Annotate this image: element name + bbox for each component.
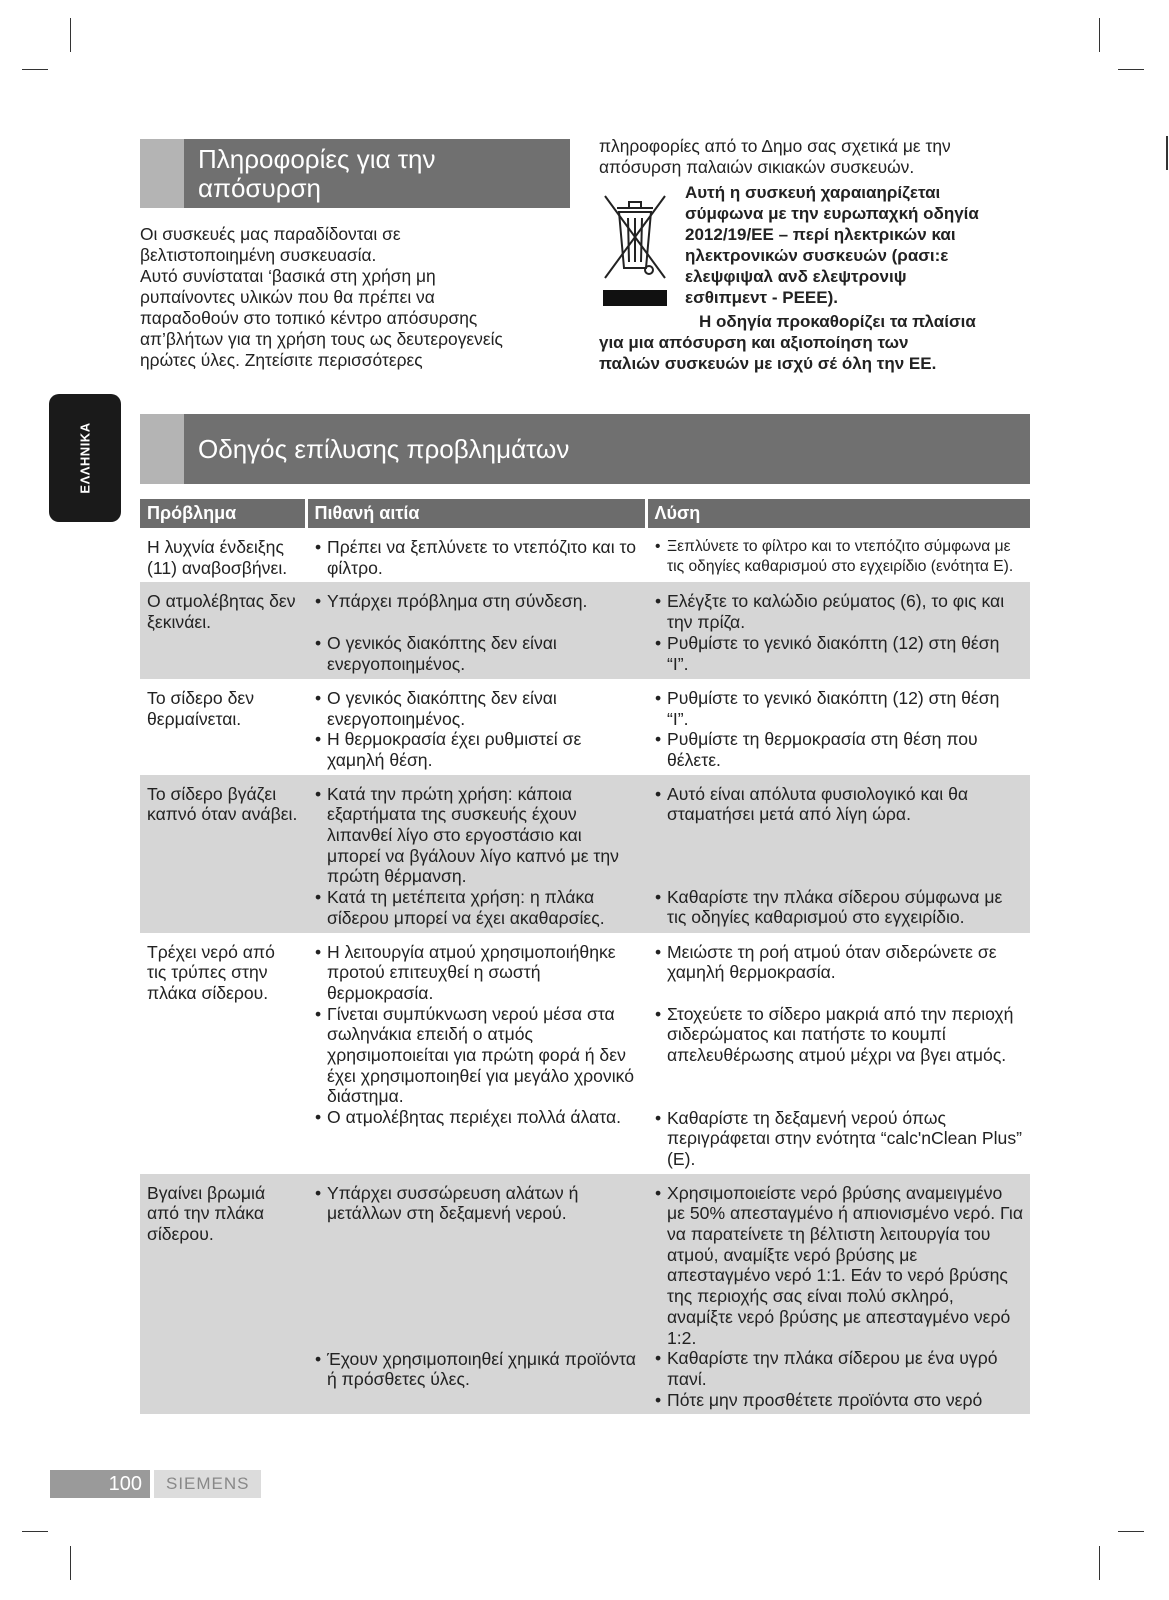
disposal-right-text — [599, 136, 1029, 178]
solution-cell — [646, 582, 1030, 678]
cause-item: • Πρέπει να ξεπλύνετε το ντεπόζιτο και το φίλτρο. — [315, 537, 639, 578]
crop-mark — [1099, 18, 1100, 52]
table-row — [140, 528, 1030, 582]
text-line: ρυπαίνοντες υλικών που θα πρέπει να — [140, 287, 435, 307]
problem-cell: Το σίδερο δεν θερμαίνεται. — [147, 687, 255, 729]
table-row — [140, 933, 1030, 1174]
disposal-section-header — [140, 139, 570, 208]
crop-mark — [1118, 69, 1144, 70]
table-row — [140, 679, 1030, 775]
problem-cell: Τρέχει νερό από τις τρύπες στην πλάκα σίδερου. — [147, 941, 275, 1003]
disposal-left-text — [140, 224, 570, 371]
cause-item: • Ο γενικός διακόπτης δεν είναι ενεργοποιημένος. — [315, 633, 639, 674]
brand-label: SIEMENS — [154, 1470, 261, 1498]
solution-item: • Ρυθμίστε τη θερμοκρασία στη θέση που θέλετε. — [655, 729, 1023, 770]
problem-cell: Βγαίνει βρωμιά από την πλάκα σίδερου. — [140, 1174, 306, 1415]
directive-notice — [599, 311, 1039, 374]
solution-item: • Μειώστε τη ροή ατμού όταν σιδερώνετε σε χαμηλή θερμοκρασία. — [655, 942, 1023, 1004]
edge-mark — [1166, 136, 1168, 170]
text-line: Η οδηγία προκαθορίζει τα πλαίσια — [699, 312, 976, 331]
section-tab-accent — [140, 139, 184, 208]
solution-cell — [646, 528, 1030, 582]
text-line: εσθιπμεντ - ΡΕΕΕ). — [685, 288, 838, 307]
language-tab — [49, 394, 121, 522]
column-header-cause: Πιθανή αιτία — [306, 499, 646, 528]
troubleshooting-section-header — [140, 414, 1030, 484]
cause-item: • Υπάρχει συσσώρευση αλάτων ή μετάλλων στη δεξαμενή νερού. — [315, 1183, 639, 1349]
page-number-text: 100 — [108, 1473, 142, 1495]
solution-item: • Καθαρίστε την πλάκα σίδερου σύμφωνα με τις οδηγίες καθαρισμού στο εγχειρίδιο. — [655, 887, 1023, 928]
solution-cell — [646, 679, 1030, 775]
solution-item: • Ελέγξτε το καλώδιο ρεύματος (6), το φις και την πρίζα. — [655, 591, 1023, 632]
column-header-problem: Πρόβλημα — [140, 499, 306, 528]
table-row — [140, 1174, 1030, 1415]
crop-mark — [1099, 1546, 1100, 1580]
cause-cell — [306, 679, 646, 775]
crop-mark — [22, 69, 48, 70]
page-number — [50, 1470, 150, 1498]
text-line: πληροφορίες από το Δημο σας σχετικά με την — [599, 136, 951, 156]
text-line: ηρώτες ύλες. Ζητείσιτε περισσότερες — [140, 350, 423, 370]
text-line: βελτιστοποιημένη συσκευασία. — [140, 245, 377, 265]
column-header-solution: Λύση — [646, 499, 1030, 528]
table-row — [140, 582, 1030, 678]
disposal-title: Πληροφορίες για την απόσυρση — [198, 144, 436, 203]
cause-cell — [306, 528, 646, 582]
troubleshooting-title: Οδηγός επίλυσης προβλημάτων — [198, 434, 570, 464]
cause-item: • Υπάρχει πρόβλημα στη σύνδεση. — [315, 591, 639, 633]
text-line: Οι συσκευές μας παραδίδονται σε — [140, 224, 401, 244]
cause-item: • Η θερμοκρασία έχει ρυθμιστεί σε χαμηλή θέση. — [315, 729, 639, 770]
cause-item: • Ο ατμολέβητας περιέχει πολλά άλατα. — [315, 1107, 639, 1128]
text-line: απ’βλήτων για τη χρήση τους ως δευτερογενείς — [140, 329, 503, 349]
table-header-row — [140, 499, 1030, 528]
text-line: παραδοθούν στο τοπικό κέντρο απόσυρσης — [140, 308, 478, 328]
weee-notice — [685, 182, 1030, 308]
language-tab-label: ΕΛΛΗΝΙΚΑ — [77, 422, 93, 494]
solution-item: • Αυτό είναι απόλυτα φυσιολογικό και θα σταματήσει μετά από λίγη ώρα. — [655, 784, 1023, 887]
crossed-out-wheelie-bin-icon — [599, 186, 671, 310]
crop-mark — [70, 1546, 71, 1580]
solution-cell — [646, 775, 1030, 933]
text-line: παλιών συσκευών με ισχύ σέ όλη την ΕΕ. — [599, 354, 937, 373]
text-line: 2012/19/ΕΕ – περί ηλεκτρικών και — [685, 225, 956, 244]
text-line: σύμφωνα με την ευρωπαχκή οδηγία — [685, 204, 979, 223]
solution-cell — [646, 1174, 1030, 1415]
solution-item: • Ξεπλύνετε το φίλτρο και το ντεπόζιτο σύμφωνα με τις οδηγίες καθαρισμού στο εγχειρίδιο (ενότητα E). — [655, 537, 1023, 577]
solution-cell — [646, 933, 1030, 1174]
problem-cell: Ο ατμολέβητας δεν ξεκινάει. — [140, 582, 306, 678]
cause-item: • Κατά την πρώτη χρήση: κάποια εξαρτήματα της συσκευής έχουν λιπανθεί λίγο στο εργοστάσιο και μπορεί να βγάλουν λίγο καπνό με την πρώτη θέρμανση. — [315, 784, 639, 888]
text-line: Αυτή η συσκευή χαραιαηρίζεται — [685, 183, 941, 202]
text-line: για μια απόσυρση και αξιοποίηση των — [599, 333, 909, 352]
text-line: ηλεκτρονικών συσκευών (ρασι:ε — [685, 246, 949, 265]
solution-item: • Καθαρίστε τη δεξαμενή νερού όπως περιγράφεται στην ενότητα “calc'nClean Plus” (E). — [655, 1108, 1023, 1170]
text-line: απόσυρση παλαιών σικιακών συσκευών. — [599, 157, 915, 177]
troubleshooting-table — [140, 499, 1030, 1414]
crop-mark — [22, 1531, 48, 1532]
solution-item: • Ρυθμίστε το γενικό διακόπτη (12) στη θέση “I”. — [655, 688, 1023, 729]
text-line: ελεψφιψαλ ανδ ελεψτρονιψ — [685, 267, 907, 286]
table-row — [140, 775, 1030, 933]
cause-cell — [306, 582, 646, 678]
cause-item: • Γίνεται συμπύκνωση νερού μέσα στα σωληνάκια επειδή ο ατμός χρησιμοποιείται για πρώτη φορά ή δεν έχει χρησιμοποιηθεί για μεγάλο χρονικό διάστημα. — [315, 1004, 639, 1108]
crop-mark — [70, 18, 71, 52]
problem-cell: Η λυχνία ένδειξης (11) αναβοσβήνει. — [147, 537, 288, 578]
cause-item: • Η λειτουργία ατμού χρησιμοποιήθηκε προτού επιτευχθεί η σωστή θερμοκρασία. — [315, 942, 639, 1004]
cause-cell — [306, 1174, 646, 1415]
cause-cell — [306, 775, 646, 933]
cause-item: • Έχουν χρησιμοποιηθεί χημικά προϊόντα ή πρόσθετες ύλες. — [315, 1349, 639, 1390]
cause-cell — [306, 933, 646, 1174]
solution-item: • Πότε μην προσθέτετε προϊόντα στο νερό — [655, 1390, 1023, 1411]
cause-item: • Ο γενικός διακόπτης δεν είναι ενεργοποιημένος. — [315, 688, 639, 729]
solution-item: • Στοχεύετε το σίδερο μακριά από την περιοχή σιδερώματος και πατήστε το κουμπί απελευθέρωσης ατμού μέχρι να βγει ατμός. — [655, 1004, 1023, 1108]
text-line: Αυτό συνίσταται ‘βασικά στη χρήση μη — [140, 266, 436, 286]
solution-item: • Ρυθμίστε το γενικό διακόπτη (12) στη θέση “I”. — [655, 633, 1023, 674]
cause-item: • Κατά τη μετέπειτα χρήση: η πλάκα σίδερου μπορεί να έχει ακαθαρσίες. — [315, 887, 639, 928]
section-tab-accent — [140, 414, 184, 484]
problem-cell: Το σίδερο βγάζει καπνό όταν ανάβει. — [140, 775, 306, 933]
solution-item: • Χρησιμοποιείστε νερό βρύσης αναμειγμένο με 50% απεσταγμένο ή απιονισμένο νερό. Για να παρατείνετε τη βέλτιστη λειτουργία του ατμού, αναμίξτε νερό βρύσης με απεσταγμένο νερό 1:1. Εάν το νερό βρύσης της περιοχής σας είναι πολύ σκληρό, αναμίξτε νερό βρύσης με απεσταγμένο νερό 1:2. — [655, 1183, 1023, 1349]
solution-item: • Καθαρίστε την πλάκα σίδερου με ένα υγρό πανί. — [655, 1348, 1023, 1389]
crop-mark — [1118, 1531, 1144, 1532]
